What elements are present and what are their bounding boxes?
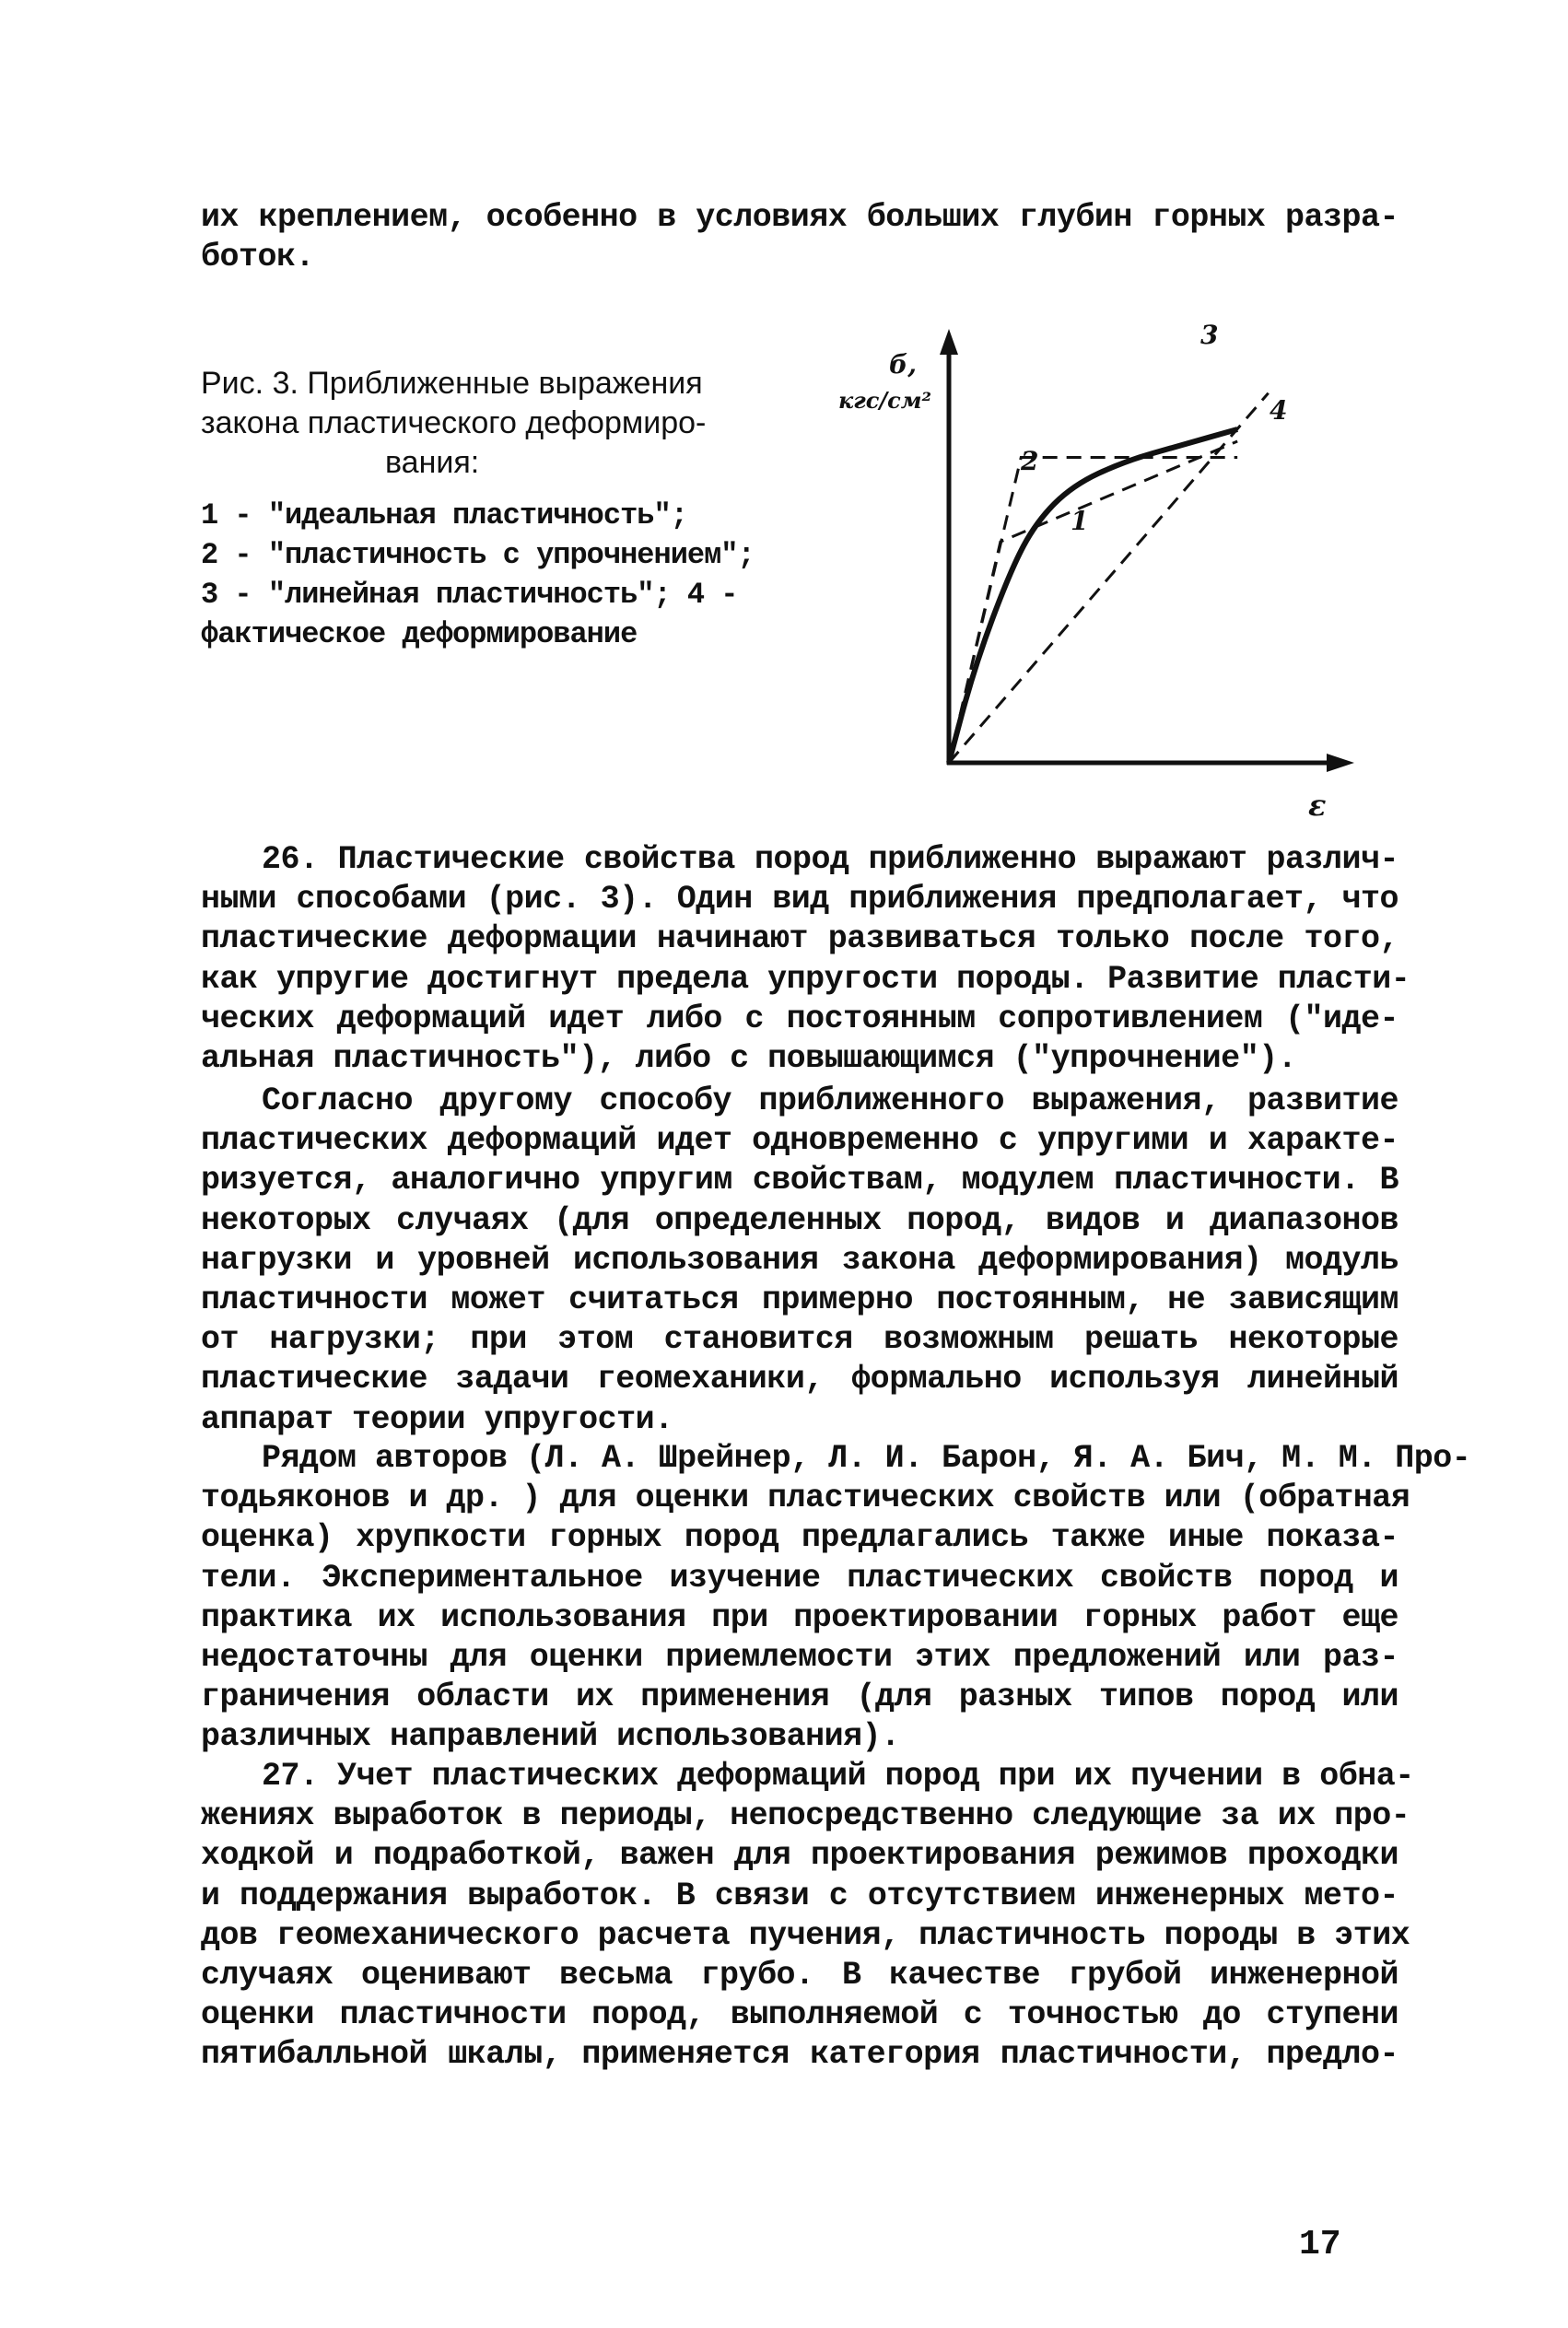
text-line: пластических деформаций идет одновременно с упругими и характе- [201, 1122, 1398, 1160]
caption-legend-item: фактическое деформирование [201, 617, 638, 651]
text-line: боток. [201, 239, 315, 276]
text-line: граничения области их применения (для разных типов пород или [201, 1679, 1398, 1716]
y-axis-symbol: б, [889, 349, 917, 380]
caption-title-line: Рис. 3. Приближенные выражения [201, 366, 703, 401]
series-curve-1 [949, 457, 1237, 763]
caption-legend-item: 3 - "линейная пластичность"; 4 - [201, 578, 738, 612]
text-line: ризуется, аналогично упругим свойствам, модулем пластичности. В [201, 1162, 1398, 1199]
caption-legend [201, 496, 837, 654]
text-line: нагрузки и уровней использования закона деформирования) модуль [201, 1241, 1398, 1279]
caption-title-line: вания: [385, 445, 480, 480]
figure-caption [201, 364, 837, 654]
text-line: пластические деформации начинают развиваться только после того, [201, 920, 1398, 958]
caption-legend-item: 2 - "пластичность с упрочнением"; [201, 538, 755, 572]
text-line: от нагрузки; при этом становится возможным решать некоторые [201, 1321, 1398, 1359]
x-axis-arrow-icon [1327, 754, 1354, 772]
text-line: практика их использования при проектировании горных работ еще [201, 1598, 1398, 1636]
text-line: пластические задачи геомеханики, формально используя линейный [201, 1361, 1398, 1398]
page-number: 17 [1299, 2225, 1341, 2264]
text-line: оценка) хрупкости горных пород предлагались также иные показа- [201, 1519, 1398, 1557]
text-line: альная пластичность"), либо с повышающимся ("упрочнение"). [201, 1040, 1297, 1078]
text-line: жениях выработок в периоды, непосредственно следующие за их про- [201, 1797, 1410, 1835]
text-line: пластичности может считаться примерно постоянным, не зависящим [201, 1281, 1398, 1319]
text-line: 27. Учет пластических деформаций пород при их пучении в обна- [262, 1758, 1414, 1795]
text-line: аппарат теории упругости. [201, 1400, 673, 1438]
text-line: тели. Экспериментальное изучение пластических свойств пород и [201, 1559, 1398, 1597]
text-line: недостаточны для оценки приемлемости этих предложений или раз- [201, 1639, 1398, 1677]
text-line: ходкой и подработкой, важен для проектирования режимов проходки [201, 1837, 1398, 1875]
text-line: случаях оценивают весьма грубо. В качестве грубой инженерной [201, 1957, 1398, 1995]
text-line: ческих деформаций идет либо с постоянным сопротивлением ("иде- [201, 1000, 1398, 1037]
stress-strain-figure [829, 318, 1363, 834]
series-curve-3 [949, 393, 1269, 763]
caption-title-line: закона пластического деформиро- [201, 405, 707, 440]
series-layer [949, 393, 1269, 763]
text-line: Рядом авторов (Л. А. Шрейнер, Л. И. Барон, Я. А. Бич, М. М. Про- [262, 1440, 1471, 1477]
x-axis-label: ε [1308, 788, 1327, 823]
section-26 [201, 840, 1410, 1079]
text-line: их креплением, особенно в условиях больших глубин горных разра- [201, 199, 1398, 236]
text-line: тодьяконов и др. ) для оценки пластических свойств или (обратная [201, 1480, 1410, 1517]
section-27 [201, 1757, 1414, 2076]
text-line: как упругие достигнут предела упругости породы. Развитие пласти- [201, 960, 1410, 998]
text-line: ными способами (рис. 3). Один вид приближения предполагает, что [201, 881, 1398, 918]
curve-label-1: 1 [1071, 506, 1089, 536]
text-line: Согласно другому способу приближенного выражения, развитие [262, 1082, 1398, 1119]
text-line: некоторых случаях (для определенных пород, видов и диапазонов [201, 1201, 1398, 1239]
text-line: оценки пластичности пород, выполняемой с точностью до ступени [201, 1996, 1398, 2034]
curve-label-2: 2 [1021, 446, 1039, 476]
chart-svg [829, 318, 1363, 834]
curve-label-3: 3 [1200, 320, 1219, 350]
text-line: дов геомеханического расчета пучения, пластичность породы в этих [201, 1916, 1410, 1954]
paragraph-plasticity-modulus [201, 1082, 1398, 1440]
caption-legend-item: 1 - "идеальная пластичность"; [201, 498, 687, 532]
y-axis-unit: кгс/см² [838, 387, 932, 414]
text-line: и поддержания выработок. В связи с отсутствием инженерных мето- [201, 1877, 1398, 1914]
paragraph-authors [201, 1439, 1471, 1758]
text-line: пятибалльной шкалы, применяется категория пластичности, предло- [201, 2036, 1398, 2074]
series-curve-2 [949, 441, 1237, 763]
y-axis-arrow-icon [940, 329, 958, 355]
top-paragraph [201, 198, 1398, 277]
text-line: 26. Пластические свойства пород приближенно выражают различ- [262, 841, 1398, 878]
text-line: различных направлений использования). [201, 1718, 900, 1756]
curve-label-4: 4 [1270, 395, 1288, 426]
